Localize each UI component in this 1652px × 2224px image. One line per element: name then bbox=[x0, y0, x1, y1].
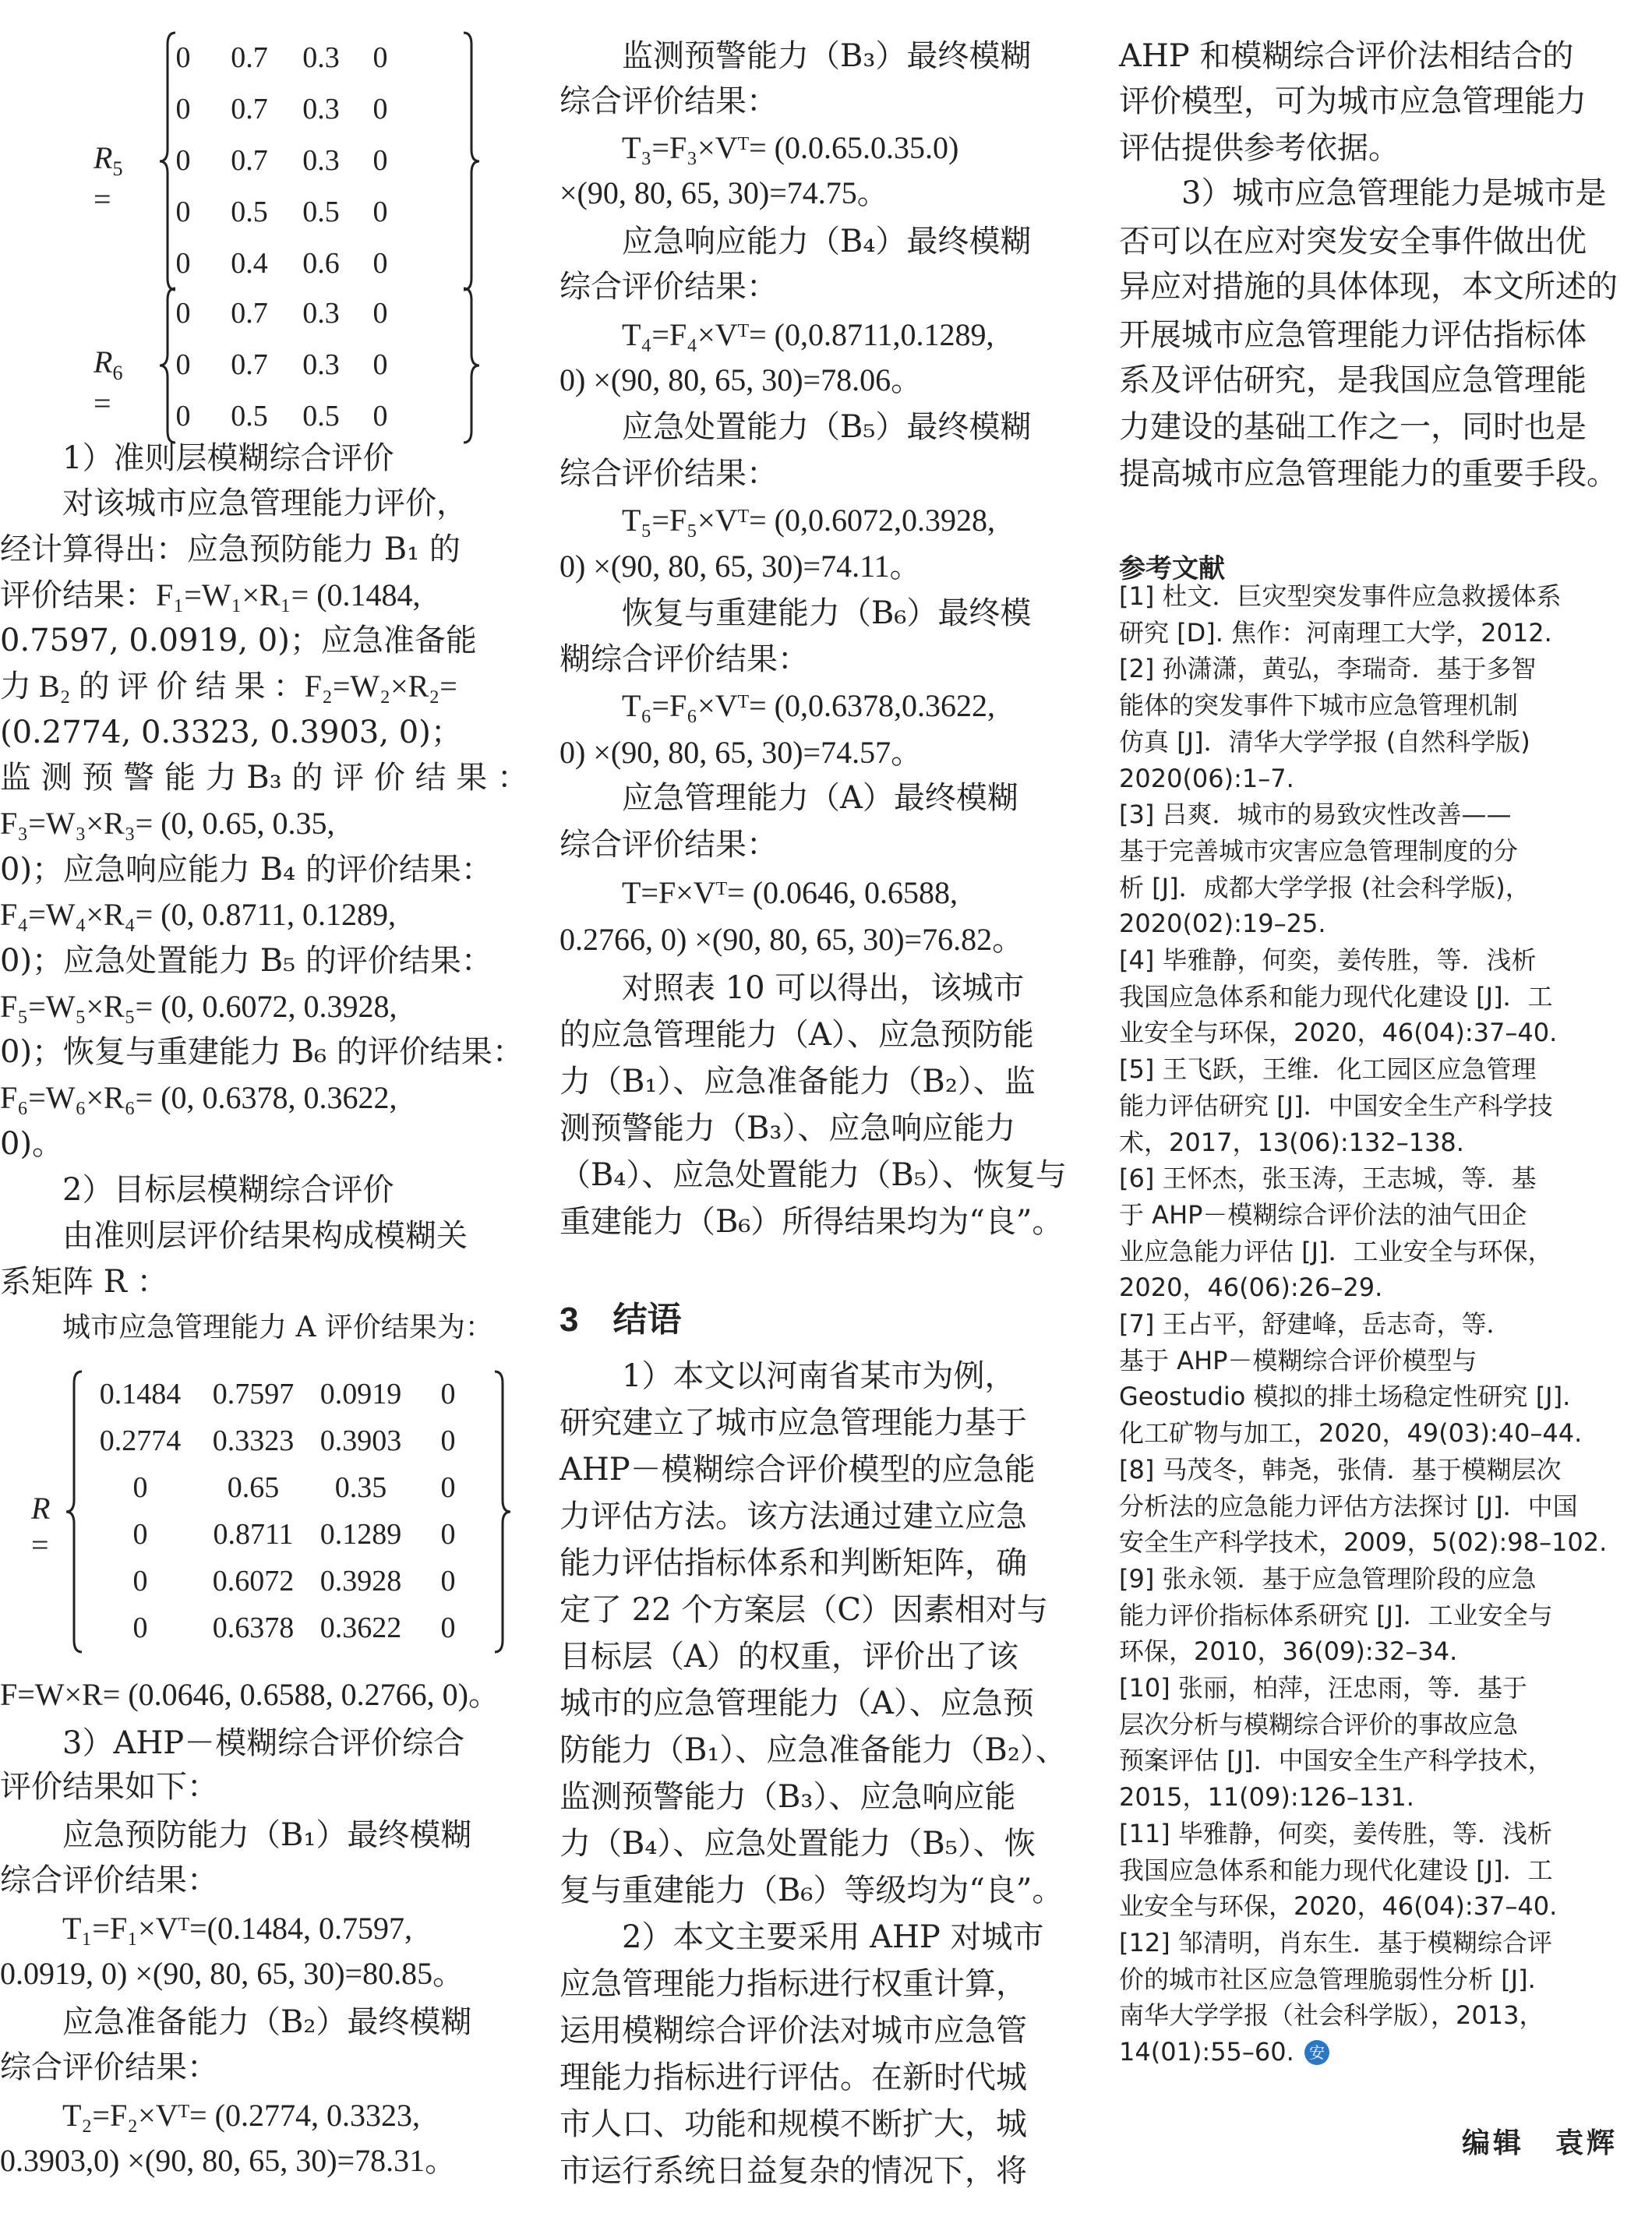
paragraph-line: 力（B₁）、应急准备能力（B₂）、监 bbox=[559, 1064, 1036, 1100]
matrix-cell: 0 bbox=[175, 93, 191, 125]
reference-line: [12] 邹清明，肖东生．基于模糊综合评 bbox=[1119, 1928, 1552, 1957]
matrix-cell: 0.7 bbox=[231, 41, 268, 74]
references-title: 参考文献 bbox=[1119, 554, 1225, 584]
paragraph-line: T₂=F₂×Vᵀ= (0.2774, 0.3323, bbox=[62, 2098, 420, 2133]
reference-line: [7] 王占平，舒建峰，岳志奇，等． bbox=[1119, 1309, 1512, 1339]
reference-line: [2] 孙潇潇，黄弘，李瑞奇．基于多智 bbox=[1119, 654, 1537, 683]
paragraph-line: 综合评价结果： bbox=[0, 1862, 218, 1898]
reference-line: 层次分析与模糊综合评价的事故应急 bbox=[1119, 1710, 1519, 1739]
paragraph-line: 0)；恢复与重建能力 B₆ 的评价结果： bbox=[0, 1034, 524, 1070]
paragraph-line: 评价模型，可为城市应急管理能力 bbox=[1119, 83, 1587, 119]
reference-line: 我国应急体系和能力现代化建设 [J]．工 bbox=[1119, 1855, 1553, 1885]
matrix-cell: 0 bbox=[175, 144, 191, 177]
reference-line: 于 AHP－模糊综合评价法的油气田企 bbox=[1119, 1200, 1527, 1230]
matrix-cell: 0.4 bbox=[231, 247, 268, 280]
matrix-cell: 0 bbox=[175, 41, 191, 74]
paragraph-line: 0.2766, 0) ×(90, 80, 65, 30)=76.82。 bbox=[559, 922, 1024, 957]
paragraph-line: 理能力指标进行评估。在新时代城 bbox=[559, 2060, 1027, 2095]
paragraph-line: T₄=F₄×Vᵀ= (0,0.8711,0.1289, bbox=[622, 317, 994, 352]
paragraph-line: 运用模糊综合评价法对城市应急管 bbox=[559, 2013, 1027, 2049]
paragraph-line: 经计算得出：应急预防能力 B₁ 的 bbox=[0, 531, 461, 567]
matrix-cell: 0 bbox=[440, 1565, 456, 1597]
paragraph-line: 城市的应急管理能力（A）、应急预 bbox=[559, 1686, 1034, 1721]
paragraph-line: 测预警能力（B₃）、应急响应能力 bbox=[559, 1110, 1016, 1146]
paragraph-line: 0.0919, 0) ×(90, 80, 65, 30)=80.85。 bbox=[0, 1956, 464, 1991]
matrix-cell: 0.7 bbox=[231, 348, 268, 381]
paragraph-line: 由准则层评价结果构成模糊关 bbox=[62, 1218, 468, 1254]
matrix-cell: 0.5 bbox=[302, 400, 340, 432]
paragraph-line: (0.2774, 0.3323, 0.3903, 0)； bbox=[0, 715, 462, 750]
paragraph-line: F₆=W₆×R₆= (0, 0.6378, 0.3622, bbox=[0, 1080, 397, 1115]
paragraph-line: F₅=W₅×R₅= (0, 0.6072, 0.3928, bbox=[0, 989, 397, 1024]
matrix-cell: 0.65 bbox=[227, 1471, 280, 1504]
paragraph-line: 力建设的基础工作之一，同时也是 bbox=[1119, 409, 1587, 445]
paragraph-line: 综合评价结果： bbox=[559, 456, 778, 492]
paragraph-line: 综合评价结果： bbox=[559, 269, 778, 305]
paragraph-line: 糊综合评价结果： bbox=[559, 641, 809, 677]
paragraph-line: 系及评估研究，是我国应急管理能 bbox=[1119, 362, 1587, 398]
matrix-cell: 0 bbox=[175, 196, 191, 228]
paragraph-line: 监测预警能力（B₃）、应急响应能 bbox=[559, 1779, 1016, 1815]
paragraph-line: 异应对措施的具体体现，本文所述的 bbox=[1119, 269, 1618, 305]
paragraph-line: 综合评价结果： bbox=[559, 827, 778, 863]
journal-end-mark-icon: 安 bbox=[1304, 2040, 1329, 2065]
reference-line: 14(01):55–60. bbox=[1119, 2037, 1294, 2067]
reference-line: [1] 杜文．巨灾型突发事件应急救援体系 bbox=[1119, 581, 1562, 611]
paragraph-line: T₁=F₁×Vᵀ=(0.1484, 0.7597, bbox=[62, 1911, 412, 1946]
editor-credit: 编辑 袁辉 bbox=[1461, 2127, 1618, 2159]
matrix-cell: 0.7 bbox=[231, 93, 268, 125]
paragraph-line: 0)；应急响应能力 B₄ 的评价结果： bbox=[0, 852, 492, 888]
paragraph-line: 0) ×(90, 80, 65, 30)=74.57。 bbox=[559, 735, 923, 770]
reference-line: [3] 吕爽．城市的易致灾性改善—— bbox=[1119, 800, 1512, 829]
reference-line: 2015，11(09):126–131. bbox=[1119, 1782, 1414, 1812]
reference-line: 业应急能力评估 [J]．工业安全与环保， bbox=[1119, 1237, 1553, 1266]
reference-line: [6] 王怀杰，张玉涛，王志城，等．基 bbox=[1119, 1163, 1537, 1193]
paragraph-line: T=F×Vᵀ= (0.0646, 0.6588, bbox=[622, 875, 958, 910]
matrix-cell: 0.7597 bbox=[212, 1378, 295, 1410]
matrix-cell: 0.6072 bbox=[212, 1565, 295, 1597]
paragraph-line: 0) ×(90, 80, 65, 30)=78.06。 bbox=[559, 362, 923, 397]
matrix-cell: 0.3903 bbox=[319, 1424, 402, 1457]
reference-line: 业安全与环保，2020，46(04):37–40. bbox=[1119, 1891, 1558, 1921]
matrix-cell: 0 bbox=[372, 196, 388, 228]
paragraph-line: T₃=F₃×Vᵀ= (0.0.65.0.35.0) bbox=[622, 130, 959, 165]
matrix-cell: 0.2774 bbox=[99, 1424, 182, 1457]
matrix-cell: 0.3 bbox=[302, 297, 340, 330]
matrix-cell: 0 bbox=[372, 93, 388, 125]
reference-line: 能体的突发事件下城市应急管理机制 bbox=[1119, 690, 1519, 720]
matrix-cell: 0 bbox=[132, 1471, 148, 1504]
paragraph-line: 重建能力（B₆）所得结果均为“良”。 bbox=[559, 1204, 1064, 1240]
paragraph-line: 复与重建能力（B₆）等级均为“良”。 bbox=[559, 1873, 1064, 1908]
paragraph-line: 监 测 预 警 能 力 B₃ 的 评 价 结 果 ： bbox=[0, 760, 529, 796]
matrix-cell: 0 bbox=[175, 348, 191, 381]
matrix-cell: 0 bbox=[372, 400, 388, 432]
reference-line: [11] 毕雅静，何奕，姜传胜，等．浅析 bbox=[1119, 1819, 1552, 1848]
section-heading: 3 结语 bbox=[559, 1301, 682, 1339]
matrix-cell: 0.7 bbox=[231, 297, 268, 330]
paragraph-line: F₃=W₃×R₃= (0, 0.65, 0.35, bbox=[0, 806, 335, 841]
reference-line: 业安全与环保，2020，46(04):37–40. bbox=[1119, 1018, 1558, 1047]
paragraph-line: （B₄）、应急处置能力（B₅）、恢复与 bbox=[559, 1157, 1067, 1193]
reference-line: 分析法的应急能力评估方法探讨 [J]．中国 bbox=[1119, 1491, 1578, 1521]
matrix-cell: 0.3 bbox=[302, 41, 340, 74]
reference-line: 研究 [D]. 焦作：河南理工大学，2012. bbox=[1119, 618, 1552, 648]
paragraph-line: 应急准备能力（B₂）最终模糊 bbox=[62, 2004, 472, 2040]
paragraph-line: 力（B₄）、应急处置能力（B₅）、恢 bbox=[559, 1826, 1036, 1862]
paragraph-line: 研究建立了城市应急管理能力基于 bbox=[559, 1405, 1027, 1441]
matrix-cell: 0.3323 bbox=[212, 1424, 295, 1457]
paragraph-line: 0)。 bbox=[0, 1126, 64, 1162]
matrix-cell: 0.5 bbox=[302, 196, 340, 228]
matrix-cell: 0 bbox=[175, 247, 191, 280]
matrix-cell: 0.1289 bbox=[319, 1518, 402, 1551]
matrix-cell: 0 bbox=[175, 297, 191, 330]
paragraph-line: 应急响应能力（B₄）最终模糊 bbox=[622, 224, 1032, 259]
paragraph-line: 1）本文以河南省某市为例， bbox=[622, 1358, 1016, 1394]
paragraph-line: 3）城市应急管理能力是城市是 bbox=[1181, 175, 1607, 211]
right-brace bbox=[464, 33, 479, 290]
paragraph-line: 2）本文主要采用 AHP 对城市 bbox=[622, 1919, 1044, 1955]
paragraph-line: 评估提供参考依据。 bbox=[1119, 130, 1400, 166]
matrix-cell: 0 bbox=[132, 1612, 148, 1644]
reference-line: 能力评价指标体系研究 [J]．工业安全与 bbox=[1119, 1601, 1553, 1630]
paragraph-line: 应急管理能力指标进行权重计算， bbox=[559, 1966, 1027, 2002]
matrix-cell: 0.1484 bbox=[99, 1378, 182, 1410]
reference-line: 术，2017，13(06):132–138. bbox=[1119, 1128, 1464, 1157]
paragraph-line: 综合评价结果： bbox=[559, 83, 778, 119]
reference-line: 价的城市社区应急管理脆弱性分析 [J]. bbox=[1119, 1965, 1536, 1994]
matrix-cell: 0 bbox=[372, 297, 388, 330]
reference-line: 南华大学学报（社会科学版），2013， bbox=[1119, 2000, 1544, 2030]
matrix-cell: 0 bbox=[372, 144, 388, 177]
matrix-label: $R_6$ = bbox=[94, 344, 123, 421]
matrix-cell: 0.3 bbox=[302, 144, 340, 177]
paragraph-line: 恢复与重建能力（B₆）最终模 bbox=[622, 595, 1032, 631]
reference-line: 化工矿物与加工，2020，49(03):40–44. bbox=[1119, 1418, 1583, 1448]
paragraph-line: AHP 和模糊综合评价法相结合的 bbox=[1119, 38, 1574, 74]
paragraph-line: 目标层（A）的权重，评价出了该 bbox=[559, 1639, 1018, 1675]
left-brace bbox=[66, 1371, 82, 1652]
matrix-cell: 0.6378 bbox=[212, 1612, 295, 1644]
paragraph-line: 力评估方法。该方法通过建立应急 bbox=[559, 1499, 1027, 1534]
matrix-label: $R_5$ = bbox=[94, 140, 123, 217]
matrix-cell: 0.5 bbox=[231, 196, 268, 228]
paragraph-line: 能力评估指标体系和判断矩阵，确 bbox=[559, 1545, 1027, 1581]
matrix-cell: 0 bbox=[440, 1471, 456, 1504]
paragraph-line: 1）准则层模糊综合评价 bbox=[62, 440, 394, 476]
right-brace bbox=[495, 1371, 510, 1652]
paragraph-line: 综合评价结果： bbox=[0, 2049, 218, 2085]
matrix-cell: 0.0919 bbox=[319, 1378, 402, 1410]
reference-line: 环保，2010，36(09):32–34. bbox=[1119, 1636, 1458, 1666]
paragraph-line: 市人口、功能和规模不断扩大，城 bbox=[559, 2106, 1027, 2142]
paragraph-line: 应急管理能力（A）最终模糊 bbox=[622, 780, 1018, 816]
paragraph-line: T₆=F₆×Vᵀ= (0,0.6378,0.3622, bbox=[622, 688, 995, 723]
paragraph-line: F=W×R= (0.0646, 0.6588, 0.2766, 0)。 bbox=[0, 1677, 499, 1712]
matrix-cell: 0.6 bbox=[302, 247, 340, 280]
paragraph-line: 防能力（B₁）、应急准备能力（B₂）、 bbox=[559, 1732, 1067, 1768]
reference-line: 能力评估研究 [J]．中国安全生产科学技 bbox=[1119, 1091, 1553, 1121]
matrix-cell: 0 bbox=[440, 1612, 456, 1644]
matrix-cell: 0 bbox=[440, 1518, 456, 1551]
paragraph-line: 评价结果如下： bbox=[0, 1769, 218, 1805]
paragraph-line: 提高城市应急管理能力的重要手段。 bbox=[1119, 456, 1618, 492]
matrix-cell: 0.7 bbox=[231, 144, 268, 177]
reference-line: 安全生产科学技术，2009，5(02):98–102. bbox=[1119, 1527, 1608, 1557]
paragraph-line: 0.7597, 0.0919, 0)；应急准备能 bbox=[0, 623, 477, 658]
paragraph-line: 监测预警能力（B₃）最终模糊 bbox=[622, 38, 1032, 74]
reference-line: [4] 毕雅静，何奕，姜传胜，等．浅析 bbox=[1119, 945, 1537, 975]
reference-line: Geostudio 模拟的排土场稳定性研究 [J]. bbox=[1119, 1382, 1571, 1411]
reference-line: 我国应急体系和能力现代化建设 [J]．工 bbox=[1119, 982, 1553, 1011]
matrix-cell: 0 bbox=[440, 1424, 456, 1457]
paragraph-line: 对照表 10 可以得出，该城市 bbox=[622, 970, 1025, 1006]
matrix-cell: 0.35 bbox=[334, 1471, 387, 1504]
reference-line: 2020(06):1–7. bbox=[1119, 764, 1294, 793]
paragraph-line: 市运行系统日益复杂的情况下，将 bbox=[559, 2153, 1027, 2189]
matrix-cell: 0.3 bbox=[302, 348, 340, 381]
matrix-cell: 0 bbox=[372, 247, 388, 280]
paragraph-line: 应急处置能力（B₅）最终模糊 bbox=[622, 409, 1032, 445]
paragraph-line: AHP－模糊综合评价模型的应急能 bbox=[559, 1452, 1036, 1488]
reference-line: 2020，46(06):26–29. bbox=[1119, 1273, 1383, 1302]
paragraph-line: F₄=W₄×R₄= (0, 0.8711, 0.1289, bbox=[0, 897, 397, 932]
reference-line: [5] 王飞跃，王维．化工园区应急管理 bbox=[1119, 1054, 1537, 1084]
matrix-label: R = bbox=[31, 1491, 51, 1562]
reference-line: 仿真 [J]．清华大学学报 (自然科学版) bbox=[1119, 727, 1530, 757]
reference-line: [8] 马茂冬，韩尧，张倩．基于模糊层次 bbox=[1119, 1455, 1562, 1484]
matrix-cell: 0.3622 bbox=[319, 1612, 402, 1644]
reference-line: [9] 张永领．基于应急管理阶段的应急 bbox=[1119, 1564, 1537, 1594]
matrix-cell: 0 bbox=[372, 348, 388, 381]
paragraph-line: 系矩阵 R ： bbox=[0, 1264, 168, 1300]
matrix-cell: 0 bbox=[175, 400, 191, 432]
paragraph-line: ×(90, 80, 65, 30)=74.75。 bbox=[559, 175, 888, 210]
paragraph-line: 定了 22 个方案层（C）因素相对与 bbox=[559, 1592, 1048, 1628]
reference-line: 基于 AHP－模糊综合评价模型与 bbox=[1119, 1346, 1477, 1375]
reference-line: 基于完善城市灾害应急管理制度的分 bbox=[1119, 836, 1519, 866]
paragraph-line: T₅=F₅×Vᵀ= (0,0.6072,0.3928, bbox=[622, 503, 995, 538]
paragraph-line: 应急预防能力（B₁）最终模糊 bbox=[62, 1817, 472, 1853]
matrix-cell: 0 bbox=[440, 1378, 456, 1410]
reference-line: [10] 张丽，柏萍，汪忠雨，等．基于 bbox=[1119, 1673, 1527, 1703]
matrix-cell: 0.5 bbox=[231, 400, 268, 432]
matrix-cell: 0 bbox=[372, 41, 388, 74]
paragraph-line: 0)；应急处置能力 B₅ 的评价结果： bbox=[0, 943, 492, 979]
paragraph-line: 0) ×(90, 80, 65, 30)=74.11。 bbox=[559, 549, 921, 584]
reference-line: 2020(02):19–25. bbox=[1119, 909, 1326, 938]
paragraph-line: 否可以在应对突发安全事件做出优 bbox=[1119, 224, 1587, 259]
paragraph-line: 城市应急管理能力 A 评价结果为： bbox=[62, 1311, 493, 1343]
paragraph-line: 开展城市应急管理能力评估指标体 bbox=[1119, 317, 1587, 353]
paragraph-line: 的应急管理能力（A）、应急预防能 bbox=[559, 1017, 1034, 1053]
paragraph-line: 对该城市应急管理能力评价， bbox=[62, 485, 468, 521]
reference-line: 析 [J]．成都大学学报 (社会科学版)， bbox=[1119, 873, 1530, 902]
right-brace bbox=[464, 288, 479, 443]
matrix-cell: 0.8711 bbox=[213, 1518, 294, 1551]
paragraph-line: 0.3903,0) ×(90, 80, 65, 30)=78.31。 bbox=[0, 2143, 457, 2178]
paragraph-line: 评价结果：F₁=W₁×R₁= (0.1484, bbox=[0, 577, 421, 612]
matrix-cell: 0 bbox=[132, 1565, 148, 1597]
matrix-cell: 0.3928 bbox=[319, 1565, 402, 1597]
paragraph-line: 力 B₂ 的 评 价 结 果 ：F₂=W₂×R₂= bbox=[0, 669, 457, 704]
paragraph-line: 3）AHP－模糊综合评价综合 bbox=[62, 1725, 465, 1761]
paragraph-line: 2）目标层模糊综合评价 bbox=[62, 1172, 394, 1208]
matrix-cell: 0.3 bbox=[302, 93, 340, 125]
reference-line: 预案评估 [J]．中国安全生产科学技术， bbox=[1119, 1746, 1553, 1775]
matrix-cell: 0 bbox=[132, 1518, 148, 1551]
